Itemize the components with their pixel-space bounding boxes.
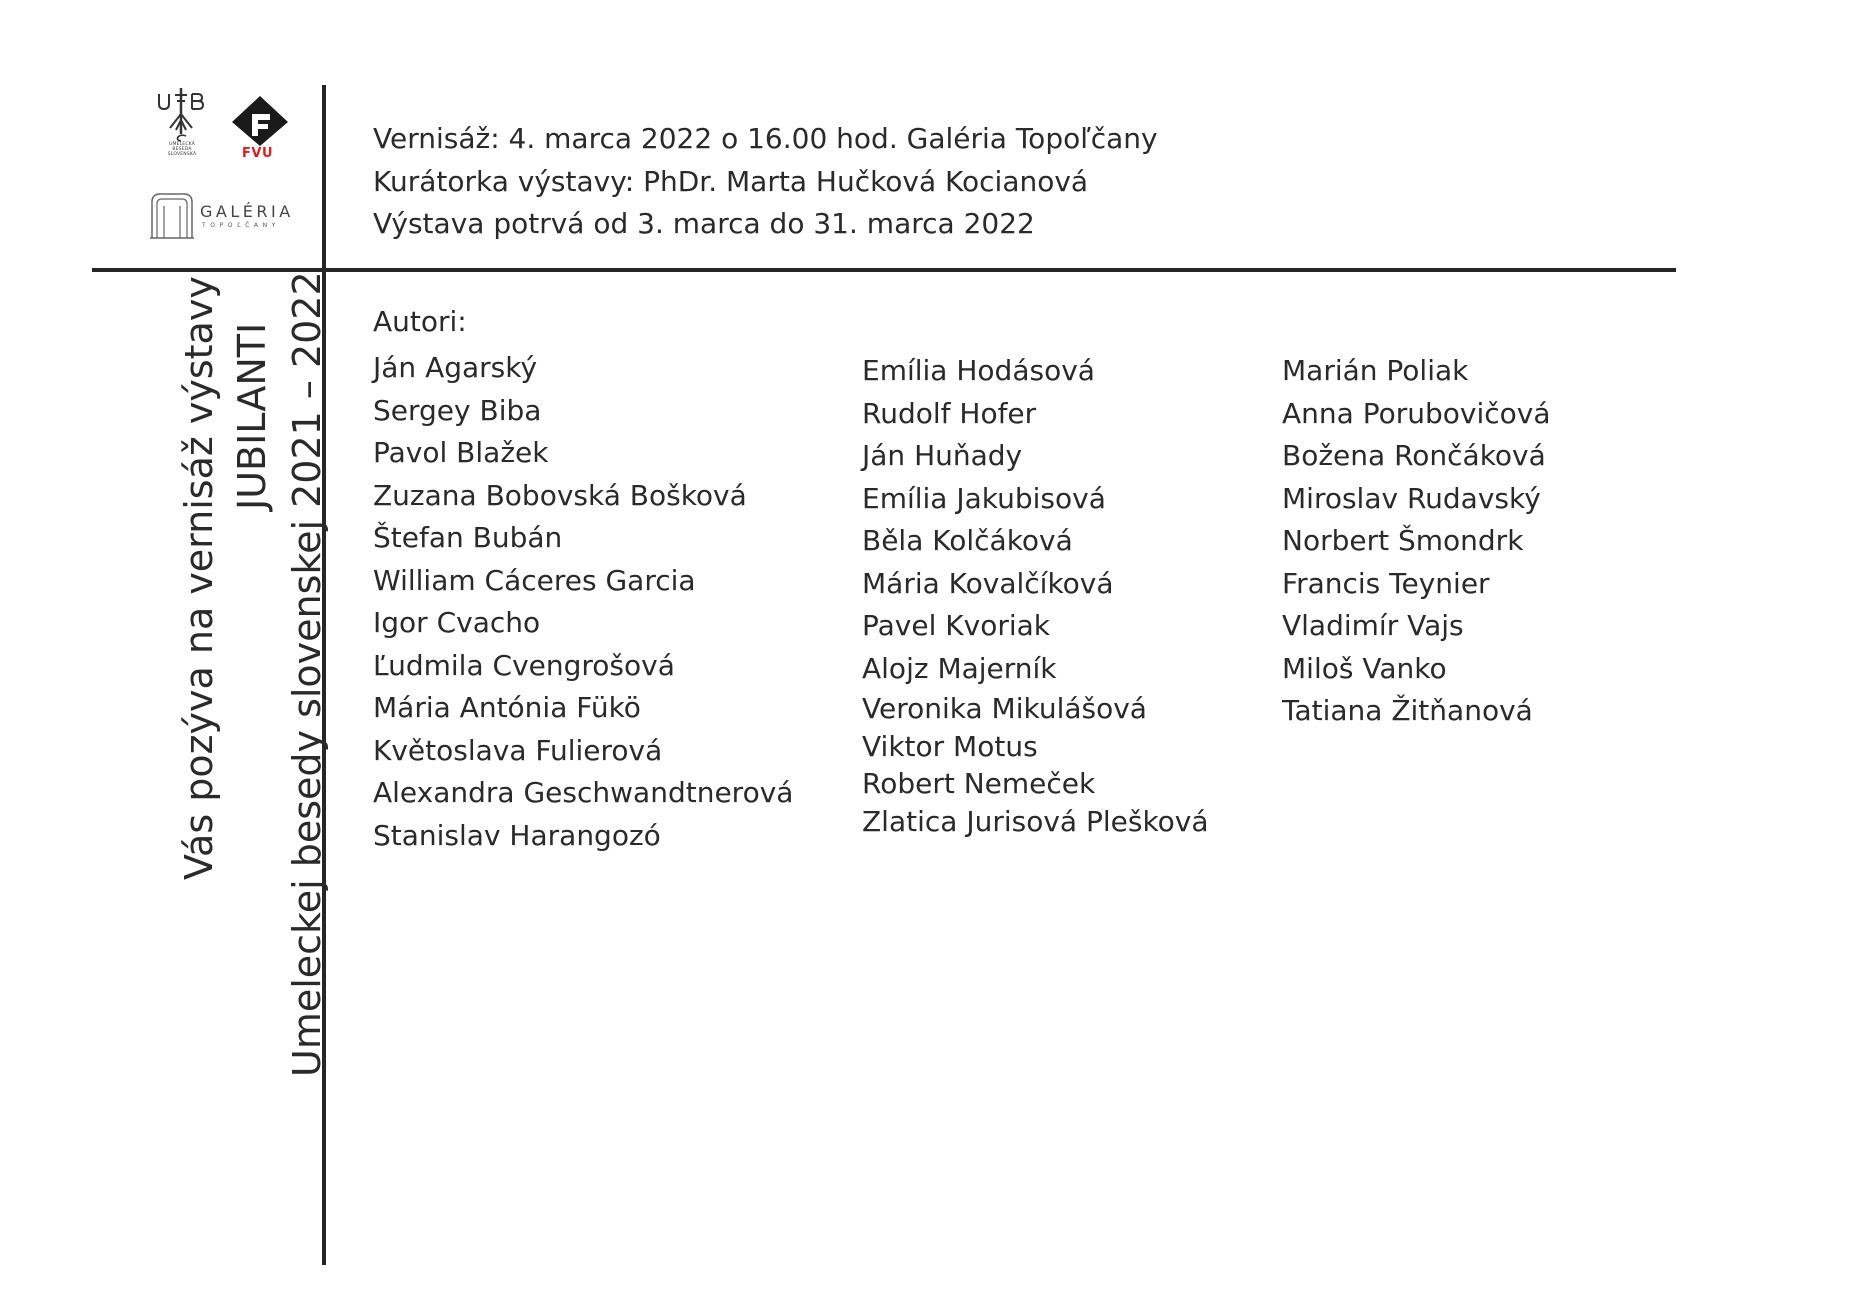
author-name: Zuzana Bobovská Bošková: [373, 478, 747, 512]
gallery-building-icon: [150, 192, 194, 240]
exhibition-subtitle: Umeleckej besedy slovenskej 2021 – 2022: [285, 271, 329, 1077]
author-name: Ján Agarský: [373, 351, 538, 384]
author-name: Zlatica Jurisová Plešková: [862, 804, 1209, 838]
galeria-city: TOPOĽČANY: [202, 222, 280, 229]
author-name: Mária Kovalčíková: [862, 566, 1114, 600]
ubs-caption: UMELECKÁ BESEDA SLOVENSKÁ: [167, 142, 197, 157]
authors-column-1: [373, 347, 793, 857]
author-name: Ján Huňady: [862, 439, 1023, 472]
author-name: Miloš Vanko: [1282, 651, 1447, 685]
author-name: Francis Teynier: [1282, 566, 1490, 600]
galeria-logo: [150, 192, 300, 242]
author-name: Marián Poliak: [1282, 354, 1469, 387]
author-name: Pavol Blažek: [373, 436, 549, 469]
authors-column-3: [1282, 350, 1551, 733]
author-name: Květoslava Fulierová: [373, 733, 663, 767]
author-name: Vladimír Vajs: [1282, 609, 1464, 642]
author-name: Mária Antónia Fükö: [373, 691, 641, 724]
author-name: William Cáceres Garcia: [373, 563, 696, 597]
author-name: Sergey Biba: [373, 393, 542, 427]
author-name: Alojz Majerník: [862, 651, 1057, 685]
author-name: Alexandra Geschwandtnerová: [373, 776, 794, 809]
ubs-logo: [156, 86, 208, 168]
author-name: Emília Jakubisová: [862, 481, 1106, 515]
author-name: Viktor Motus: [862, 729, 1038, 763]
fvu-logo: [232, 96, 292, 162]
author-name: Veronika Mikulášová: [862, 692, 1147, 725]
author-name: Norbert Šmondrk: [1282, 524, 1524, 557]
author-name: Štefan Bubán: [373, 521, 563, 554]
authors-column-2: [862, 350, 1209, 840]
curator-line: Kurátorka výstavy: PhDr. Marta Hučková Kocianová: [373, 164, 1089, 198]
exhibition-title: JUBILANTI: [230, 322, 274, 510]
author-name: Stanislav Harangozó: [373, 818, 661, 852]
exhibition-info: [373, 118, 1158, 246]
horizontal-divider: [92, 268, 1676, 272]
authors-label: Autori:: [373, 305, 467, 338]
author-name: Igor Cvacho: [373, 606, 541, 639]
author-name: Tatiana Žitňanová: [1282, 694, 1533, 727]
author-name: Anna Porubovičová: [1282, 396, 1551, 430]
author-name: Rudolf Hofer: [862, 396, 1037, 430]
ubs-emblem-icon: [156, 86, 208, 142]
author-name: Ľudmila Cvengrošová: [373, 648, 675, 682]
author-name: Emília Hodásová: [862, 354, 1095, 387]
duration-line: Výstava potrvá od 3. marca do 31. marca 2022: [373, 207, 1035, 240]
fvu-emblem-icon: [232, 96, 288, 146]
galeria-name: GALÉRIA: [200, 202, 294, 221]
author-name: Božena Rončáková: [1282, 439, 1546, 472]
author-name: Pavel Kvoriak: [862, 609, 1050, 642]
invitation-line: Vás pozýva na vernisáž výstavy: [177, 276, 221, 880]
fvu-text: FVU: [242, 146, 273, 161]
author-name: Robert Nemeček: [862, 767, 1096, 800]
author-name: Miroslav Rudavský: [1282, 481, 1541, 515]
author-name: Běla Kolčáková: [862, 524, 1073, 557]
vernisaz-line: Vernisáž: 4. marca 2022 o 16.00 hod. Galéria Topoľčany: [373, 122, 1158, 155]
